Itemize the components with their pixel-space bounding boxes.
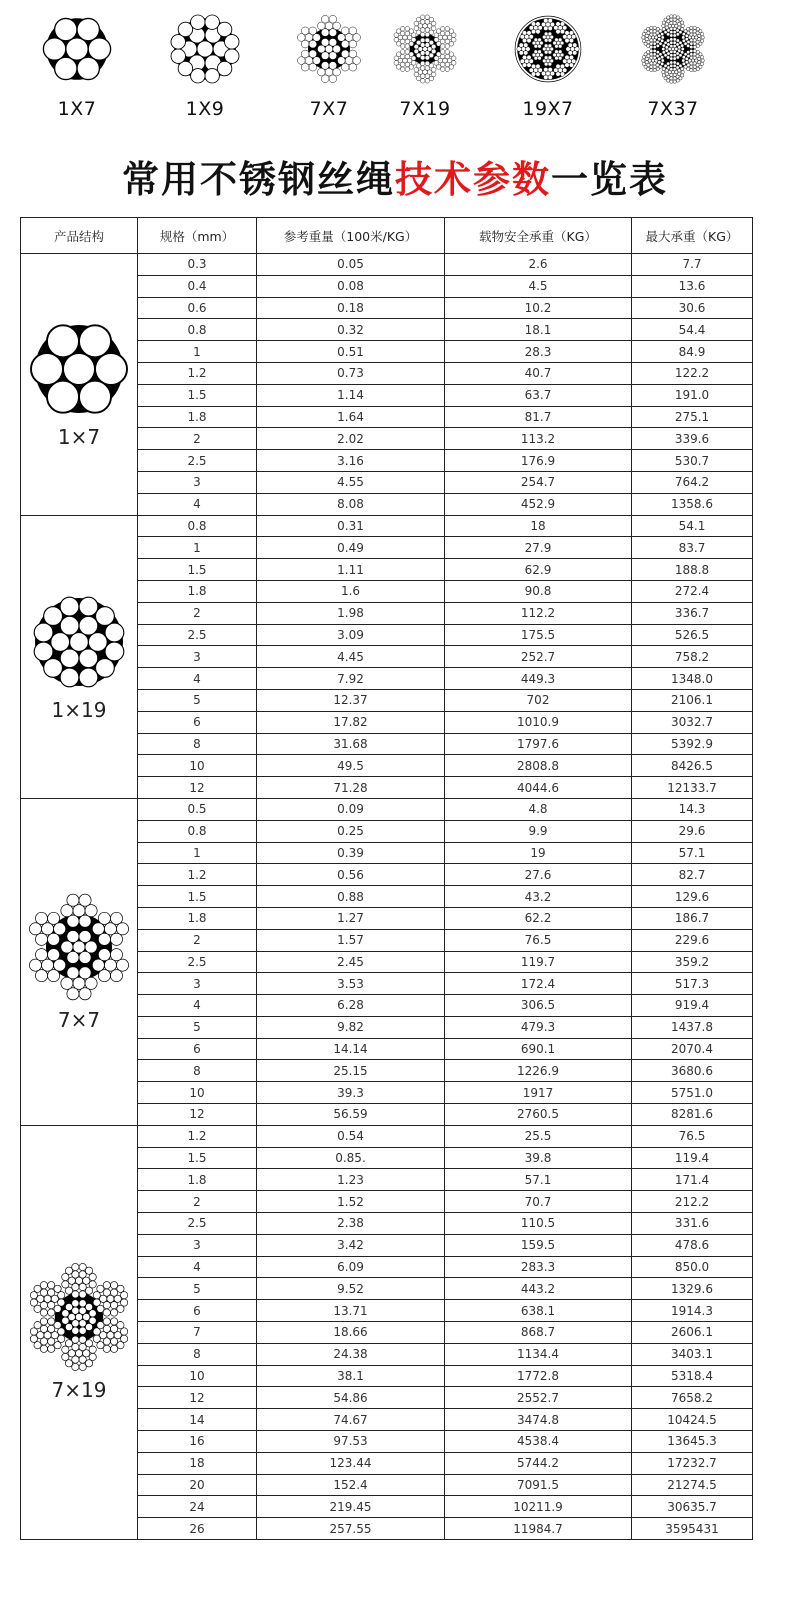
icon-cell-1x7: [27, 14, 127, 134]
weight-cell: 9.82: [257, 1016, 445, 1038]
weight-cell: 74.67: [257, 1409, 445, 1431]
max-load-cell: 8281.6: [632, 1104, 753, 1126]
weight-cell: 54.86: [257, 1387, 445, 1409]
weight-cell: 0.54: [257, 1125, 445, 1147]
max-load-cell: 758.2: [632, 646, 753, 668]
weight-cell: 0.39: [257, 842, 445, 864]
weight-cell: 152.4: [257, 1474, 445, 1496]
spec-cell: 1.5: [138, 384, 257, 406]
weight-cell: 2.38: [257, 1213, 445, 1235]
safe-load-cell: 112.2: [445, 602, 632, 624]
weight-cell: 219.45: [257, 1496, 445, 1518]
max-load-cell: 7.7: [632, 254, 753, 276]
weight-cell: 4.45: [257, 646, 445, 668]
max-load-cell: 336.7: [632, 602, 753, 624]
spec-cell: 1.8: [138, 907, 257, 929]
structure-cell: [21, 515, 138, 798]
structure-label: 7×19: [51, 1378, 107, 1403]
header-weight: 参考重量（100米/KG）: [257, 218, 445, 254]
safe-load-cell: 1134.4: [445, 1343, 632, 1365]
weight-cell: 0.56: [257, 864, 445, 886]
weight-cell: 24.38: [257, 1343, 445, 1365]
safe-load-cell: 2552.7: [445, 1387, 632, 1409]
weight-cell: 1.27: [257, 907, 445, 929]
safe-load-cell: 10.2: [445, 297, 632, 319]
spec-cell: 12: [138, 777, 257, 799]
max-load-cell: 1914.3: [632, 1300, 753, 1322]
structure-label: 7×7: [57, 1007, 101, 1032]
safe-load-cell: 25.5: [445, 1125, 632, 1147]
weight-cell: 3.16: [257, 450, 445, 472]
safe-load-cell: 1797.6: [445, 733, 632, 755]
weight-cell: 0.85.: [257, 1147, 445, 1169]
max-load-cell: 30635.7: [632, 1496, 753, 1518]
max-load-cell: 3680.6: [632, 1060, 753, 1082]
max-load-cell: 764.2: [632, 471, 753, 493]
spec-cell: 7: [138, 1322, 257, 1344]
weight-cell: 13.71: [257, 1300, 445, 1322]
spec-cell: 12: [138, 1104, 257, 1126]
weight-cell: 0.08: [257, 275, 445, 297]
safe-load-cell: 76.5: [445, 929, 632, 951]
safe-load-cell: 28.3: [445, 341, 632, 363]
structure-label: 1×19: [51, 697, 107, 722]
safe-load-cell: 283.3: [445, 1256, 632, 1278]
safe-load-cell: 18.1: [445, 319, 632, 341]
safe-load-cell: 638.1: [445, 1300, 632, 1322]
spec-cell: 12: [138, 1387, 257, 1409]
weight-cell: 8.08: [257, 493, 445, 515]
spec-cell: 16: [138, 1431, 257, 1453]
icon-cell-19x7: [498, 14, 598, 134]
icon-label: 7X7: [309, 98, 349, 120]
weight-cell: 6.28: [257, 995, 445, 1017]
spec-cell: 2: [138, 428, 257, 450]
max-load-cell: 517.3: [632, 973, 753, 995]
weight-cell: 2.02: [257, 428, 445, 450]
structure-label: 1×7: [57, 425, 101, 450]
weight-cell: 49.5: [257, 755, 445, 777]
max-load-cell: 8426.5: [632, 755, 753, 777]
weight-cell: 1.23: [257, 1169, 445, 1191]
rope-1x19-icon: [21, 592, 137, 692]
safe-load-cell: 254.7: [445, 471, 632, 493]
rope-7x19-icon: [21, 1262, 137, 1372]
max-load-cell: 5751.0: [632, 1082, 753, 1104]
spec-cell: 3: [138, 646, 257, 668]
title-highlight: 技术参数: [395, 158, 551, 201]
title-part1: 常用不锈钢丝绳: [122, 158, 395, 201]
max-load-cell: 12133.7: [632, 777, 753, 799]
safe-load-cell: 159.5: [445, 1234, 632, 1256]
header-max-load: 最大承重（KG）: [632, 218, 753, 254]
safe-load-cell: 110.5: [445, 1213, 632, 1235]
weight-cell: 0.32: [257, 319, 445, 341]
weight-cell: 9.52: [257, 1278, 445, 1300]
spec-cell: 1: [138, 842, 257, 864]
safe-load-cell: 11984.7: [445, 1518, 632, 1540]
spec-cell: 20: [138, 1474, 257, 1496]
spec-cell: 1.5: [138, 559, 257, 581]
title-part2: 一览表: [551, 158, 668, 201]
table-row: [21, 515, 753, 537]
rope-7x7-icon: [21, 892, 137, 1002]
max-load-cell: 275.1: [632, 406, 753, 428]
table-row: [21, 254, 753, 276]
spec-cell: 1.2: [138, 864, 257, 886]
weight-cell: 0.51: [257, 341, 445, 363]
weight-cell: 14.14: [257, 1038, 445, 1060]
spec-cell: 4: [138, 668, 257, 690]
table-body: [21, 254, 753, 1540]
safe-load-cell: 175.5: [445, 624, 632, 646]
weight-cell: 0.25: [257, 820, 445, 842]
safe-load-cell: 43.2: [445, 886, 632, 908]
spec-cell: 2: [138, 929, 257, 951]
weight-cell: 1.14: [257, 384, 445, 406]
max-load-cell: 54.1: [632, 515, 753, 537]
spec-cell: 3: [138, 973, 257, 995]
weight-cell: 38.1: [257, 1365, 445, 1387]
icon-cell-7x7: [279, 14, 379, 134]
safe-load-cell: 306.5: [445, 995, 632, 1017]
safe-load-cell: 4044.6: [445, 777, 632, 799]
safe-load-cell: 62.9: [445, 559, 632, 581]
max-load-cell: 5392.9: [632, 733, 753, 755]
spec-cell: 8: [138, 1060, 257, 1082]
safe-load-cell: 443.2: [445, 1278, 632, 1300]
spec-cell: 5: [138, 1016, 257, 1038]
safe-load-cell: 18: [445, 515, 632, 537]
spec-cell: 1: [138, 341, 257, 363]
spec-cell: 0.8: [138, 319, 257, 341]
spec-cell: 10: [138, 755, 257, 777]
weight-cell: 12.37: [257, 689, 445, 711]
page-title: [0, 155, 790, 205]
safe-load-cell: 40.7: [445, 362, 632, 384]
icon-label: 7X37: [647, 98, 699, 120]
icon-cell-1x9: [155, 14, 255, 134]
spec-cell: 1.2: [138, 362, 257, 384]
icon-cell-7x37: [623, 14, 723, 134]
safe-load-cell: 10211.9: [445, 1496, 632, 1518]
structure-cell: [21, 254, 138, 516]
safe-load-cell: 1010.9: [445, 711, 632, 733]
icon-cell-7x19: [375, 14, 475, 134]
spec-table: [20, 217, 753, 1540]
max-load-cell: 1437.8: [632, 1016, 753, 1038]
spec-cell: 0.3: [138, 254, 257, 276]
structure-cell: [21, 1125, 138, 1539]
max-load-cell: 84.9: [632, 341, 753, 363]
max-load-cell: 5318.4: [632, 1365, 753, 1387]
max-load-cell: 3032.7: [632, 711, 753, 733]
spec-cell: 18: [138, 1452, 257, 1474]
safe-load-cell: 1772.8: [445, 1365, 632, 1387]
spec-cell: 1.8: [138, 406, 257, 428]
weight-cell: 1.11: [257, 559, 445, 581]
spec-cell: 1.2: [138, 1125, 257, 1147]
rope-1x9-icon: [155, 14, 255, 84]
weight-cell: 3.53: [257, 973, 445, 995]
safe-load-cell: 119.7: [445, 951, 632, 973]
max-load-cell: 339.6: [632, 428, 753, 450]
spec-cell: 24: [138, 1496, 257, 1518]
rope-1x7-icon: [21, 319, 137, 419]
spec-cell: 0.8: [138, 820, 257, 842]
weight-cell: 0.88: [257, 886, 445, 908]
max-load-cell: 82.7: [632, 864, 753, 886]
safe-load-cell: 3474.8: [445, 1409, 632, 1431]
weight-cell: 1.64: [257, 406, 445, 428]
spec-cell: 1.5: [138, 886, 257, 908]
safe-load-cell: 172.4: [445, 973, 632, 995]
safe-load-cell: 452.9: [445, 493, 632, 515]
weight-cell: 7.92: [257, 668, 445, 690]
weight-cell: 6.09: [257, 1256, 445, 1278]
max-load-cell: 3403.1: [632, 1343, 753, 1365]
weight-cell: 25.15: [257, 1060, 445, 1082]
safe-load-cell: 19: [445, 842, 632, 864]
header-spec: 规格（mm）: [138, 218, 257, 254]
safe-load-cell: 4538.4: [445, 1431, 632, 1453]
header-structure: 产品结构: [21, 218, 138, 254]
weight-cell: 3.09: [257, 624, 445, 646]
spec-cell: 6: [138, 1300, 257, 1322]
icon-label: 7X19: [399, 98, 451, 120]
max-load-cell: 478.6: [632, 1234, 753, 1256]
weight-cell: 4.55: [257, 471, 445, 493]
weight-cell: 71.28: [257, 777, 445, 799]
max-load-cell: 13.6: [632, 275, 753, 297]
icon-label: 1X9: [185, 98, 225, 120]
weight-cell: 0.31: [257, 515, 445, 537]
safe-load-cell: 690.1: [445, 1038, 632, 1060]
weight-cell: 17.82: [257, 711, 445, 733]
weight-cell: 3.42: [257, 1234, 445, 1256]
spec-cell: 8: [138, 733, 257, 755]
max-load-cell: 359.2: [632, 951, 753, 973]
weight-cell: 2.45: [257, 951, 445, 973]
spec-cell: 1: [138, 537, 257, 559]
structure-cell: [21, 798, 138, 1125]
safe-load-cell: 479.3: [445, 1016, 632, 1038]
spec-cell: 1.5: [138, 1147, 257, 1169]
safe-load-cell: 63.7: [445, 384, 632, 406]
weight-cell: 1.57: [257, 929, 445, 951]
max-load-cell: 850.0: [632, 1256, 753, 1278]
max-load-cell: 30.6: [632, 297, 753, 319]
weight-cell: 1.52: [257, 1191, 445, 1213]
safe-load-cell: 449.3: [445, 668, 632, 690]
max-load-cell: 212.2: [632, 1191, 753, 1213]
max-load-cell: 29.6: [632, 820, 753, 842]
spec-cell: 0.6: [138, 297, 257, 319]
max-load-cell: 171.4: [632, 1169, 753, 1191]
weight-cell: 56.59: [257, 1104, 445, 1126]
table-row: [21, 798, 753, 820]
weight-cell: 18.66: [257, 1322, 445, 1344]
safe-load-cell: 70.7: [445, 1191, 632, 1213]
max-load-cell: 530.7: [632, 450, 753, 472]
safe-load-cell: 62.2: [445, 907, 632, 929]
max-load-cell: 57.1: [632, 842, 753, 864]
rope-19x7-icon: [498, 14, 598, 84]
spec-cell: 2.5: [138, 450, 257, 472]
max-load-cell: 1329.6: [632, 1278, 753, 1300]
spec-cell: 4: [138, 995, 257, 1017]
spec-cell: 26: [138, 1518, 257, 1540]
spec-cell: 5: [138, 1278, 257, 1300]
spec-cell: 10: [138, 1365, 257, 1387]
safe-load-cell: 7091.5: [445, 1474, 632, 1496]
max-load-cell: 272.4: [632, 580, 753, 602]
max-load-cell: 7658.2: [632, 1387, 753, 1409]
icon-label: 19X7: [522, 98, 574, 120]
rope-7x37-icon: [623, 14, 723, 84]
safe-load-cell: 39.8: [445, 1147, 632, 1169]
max-load-cell: 54.4: [632, 319, 753, 341]
weight-cell: 123.44: [257, 1452, 445, 1474]
table-header-row: [21, 218, 753, 254]
max-load-cell: 3595431: [632, 1518, 753, 1540]
max-load-cell: 83.7: [632, 537, 753, 559]
safe-load-cell: 2808.8: [445, 755, 632, 777]
safe-load-cell: 5744.2: [445, 1452, 632, 1474]
spec-cell: 14: [138, 1409, 257, 1431]
max-load-cell: 17232.7: [632, 1452, 753, 1474]
spec-cell: 6: [138, 711, 257, 733]
safe-load-cell: 4.8: [445, 798, 632, 820]
max-load-cell: 188.8: [632, 559, 753, 581]
rope-7x7-icon: [279, 14, 379, 84]
rope-7x19-icon: [375, 14, 475, 84]
safe-load-cell: 81.7: [445, 406, 632, 428]
spec-cell: 1.8: [138, 580, 257, 602]
safe-load-cell: 27.6: [445, 864, 632, 886]
safe-load-cell: 2.6: [445, 254, 632, 276]
max-load-cell: 119.4: [632, 1147, 753, 1169]
weight-cell: 0.73: [257, 362, 445, 384]
spec-cell: 1.8: [138, 1169, 257, 1191]
max-load-cell: 2070.4: [632, 1038, 753, 1060]
safe-load-cell: 1226.9: [445, 1060, 632, 1082]
safe-load-cell: 57.1: [445, 1169, 632, 1191]
weight-cell: 97.53: [257, 1431, 445, 1453]
max-load-cell: 13645.3: [632, 1431, 753, 1453]
max-load-cell: 229.6: [632, 929, 753, 951]
spec-cell: 5: [138, 689, 257, 711]
spec-cell: 6: [138, 1038, 257, 1060]
safe-load-cell: 1917: [445, 1082, 632, 1104]
safe-load-cell: 27.9: [445, 537, 632, 559]
spec-cell: 3: [138, 471, 257, 493]
max-load-cell: 2606.1: [632, 1322, 753, 1344]
spec-cell: 0.8: [138, 515, 257, 537]
rope-1x7-icon: [27, 14, 127, 84]
safe-load-cell: 868.7: [445, 1322, 632, 1344]
max-load-cell: 129.6: [632, 886, 753, 908]
rope-icons-strip: [0, 0, 790, 140]
safe-load-cell: 9.9: [445, 820, 632, 842]
spec-cell: 0.4: [138, 275, 257, 297]
max-load-cell: 14.3: [632, 798, 753, 820]
safe-load-cell: 252.7: [445, 646, 632, 668]
table-row: [21, 1125, 753, 1147]
max-load-cell: 10424.5: [632, 1409, 753, 1431]
weight-cell: 1.98: [257, 602, 445, 624]
max-load-cell: 526.5: [632, 624, 753, 646]
spec-cell: 2.5: [138, 1213, 257, 1235]
max-load-cell: 76.5: [632, 1125, 753, 1147]
max-load-cell: 2106.1: [632, 689, 753, 711]
max-load-cell: 1358.6: [632, 493, 753, 515]
weight-cell: 257.55: [257, 1518, 445, 1540]
spec-cell: 10: [138, 1082, 257, 1104]
max-load-cell: 21274.5: [632, 1474, 753, 1496]
weight-cell: 31.68: [257, 733, 445, 755]
safe-load-cell: 702: [445, 689, 632, 711]
max-load-cell: 1348.0: [632, 668, 753, 690]
weight-cell: 1.6: [257, 580, 445, 602]
weight-cell: 0.49: [257, 537, 445, 559]
weight-cell: 39.3: [257, 1082, 445, 1104]
spec-cell: 8: [138, 1343, 257, 1365]
spec-cell: 3: [138, 1234, 257, 1256]
safe-load-cell: 4.5: [445, 275, 632, 297]
max-load-cell: 191.0: [632, 384, 753, 406]
max-load-cell: 122.2: [632, 362, 753, 384]
safe-load-cell: 176.9: [445, 450, 632, 472]
safe-load-cell: 113.2: [445, 428, 632, 450]
spec-cell: 4: [138, 493, 257, 515]
weight-cell: 0.09: [257, 798, 445, 820]
safe-load-cell: 90.8: [445, 580, 632, 602]
spec-cell: 2: [138, 602, 257, 624]
header-safe-load: 载物安全承重（KG）: [445, 218, 632, 254]
spec-cell: 2.5: [138, 951, 257, 973]
safe-load-cell: 2760.5: [445, 1104, 632, 1126]
max-load-cell: 186.7: [632, 907, 753, 929]
weight-cell: 0.05: [257, 254, 445, 276]
spec-cell: 4: [138, 1256, 257, 1278]
spec-cell: 2.5: [138, 624, 257, 646]
weight-cell: 0.18: [257, 297, 445, 319]
spec-cell: 0.5: [138, 798, 257, 820]
icon-label: 1X7: [57, 98, 97, 120]
max-load-cell: 919.4: [632, 995, 753, 1017]
spec-cell: 2: [138, 1191, 257, 1213]
max-load-cell: 331.6: [632, 1213, 753, 1235]
